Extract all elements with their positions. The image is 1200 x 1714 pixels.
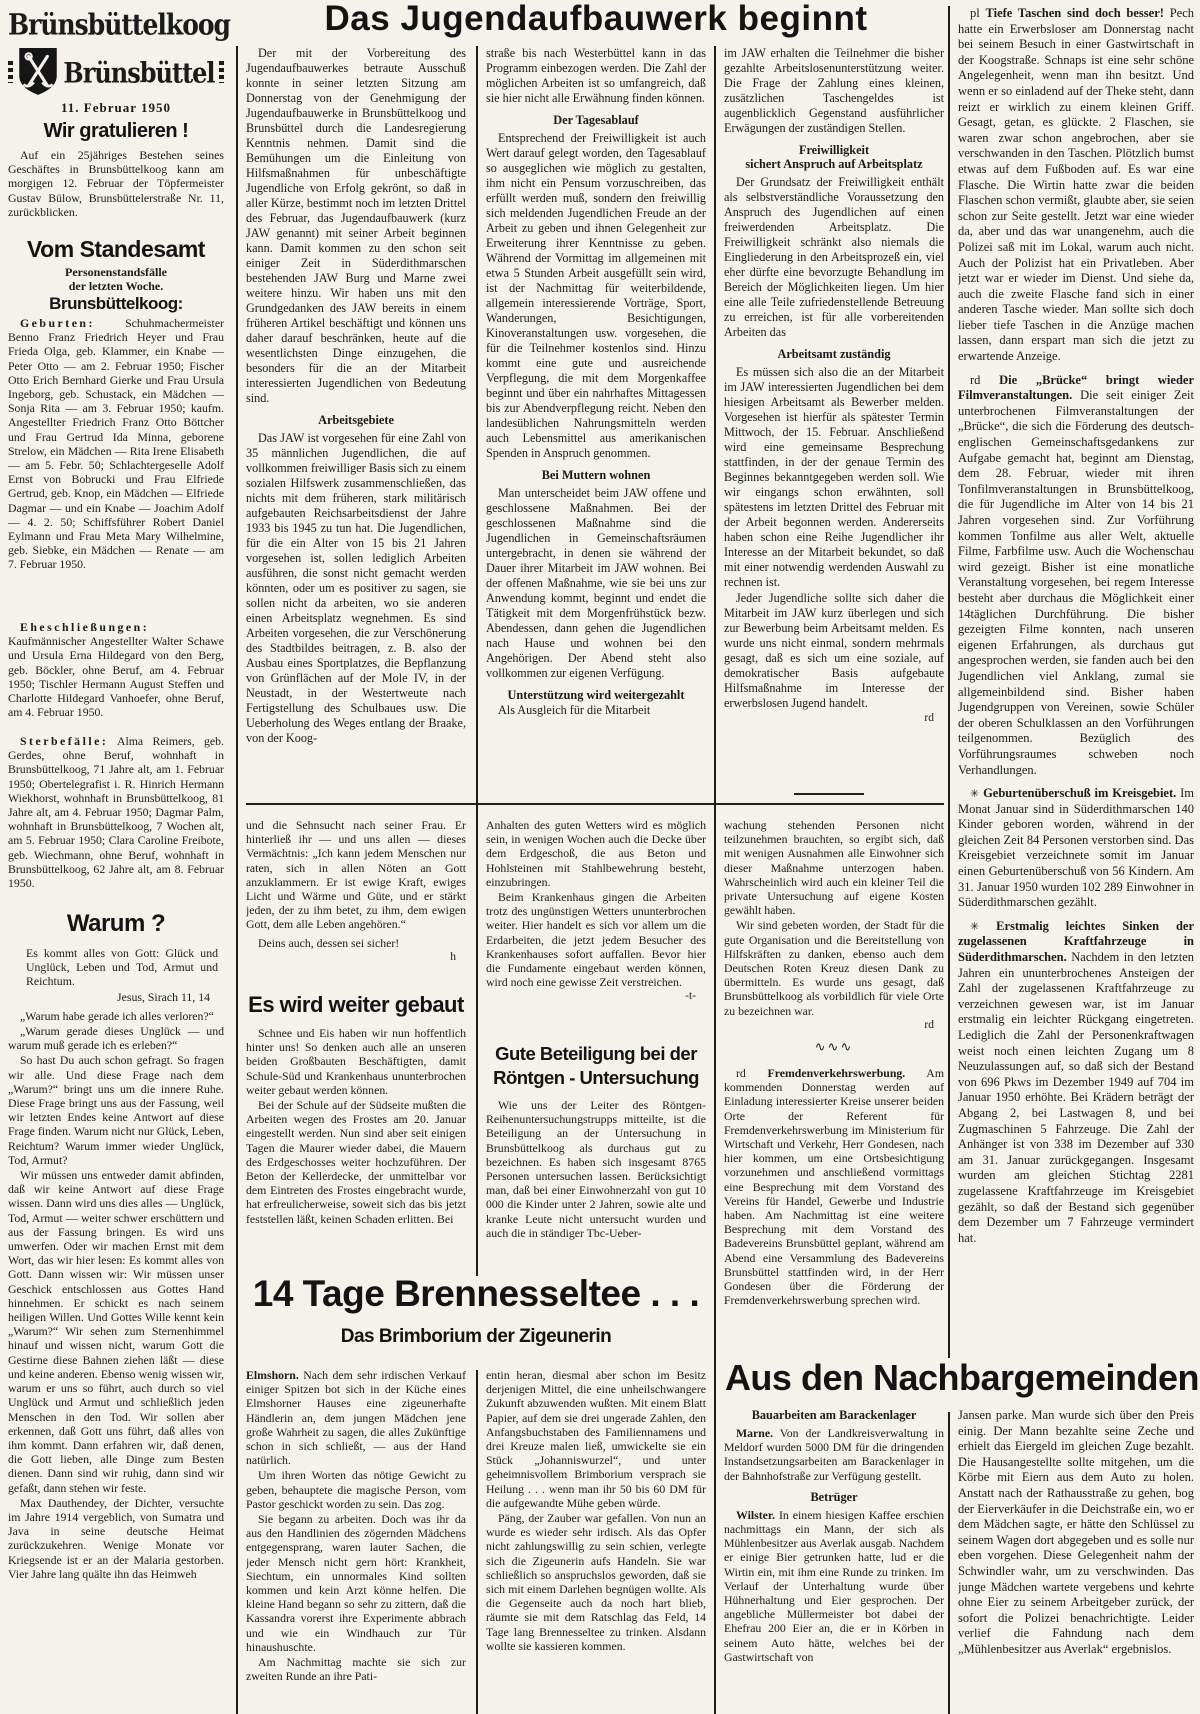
brief-prefix: rd	[970, 372, 981, 387]
article-paragraph: straße bis nach Westerbüttel kann in das Programm einbezogen werden. Die Zahl der möglichen Arbeiten ist so umfangreich, daß sie hier nicht alle Erwähnung finden können.	[486, 46, 706, 105]
article-paragraph: Es müssen sich also die an der Mitarbeit im JAW interessierten Jugendlichen bei dem hiesigen Arbeitsamt als Bewerber melden. Vorgesehen ist hierfür als spätester Termin Mittwoch, der 15. Februar. Anschließend wird eine gemeinsame Besprechung stattfinden, in der der genaue Termin des Beginnes bekanntgegeben werden soll. Wie wir eingangs schon erwähnten, soll spätestens im letzten Drittel des Februar mit der Arbeit begonnen werden. Andererseits haben schon eine Reihe Jugendlicher ihr Interesse an der Mitarbeit bekundet, so daß mit einer notwendig werdenden Auswahl zu rechnen ist.	[724, 365, 944, 589]
column-rule	[948, 6, 950, 1358]
standesamt-births	[8, 316, 224, 618]
article-paragraph	[8, 316, 224, 572]
brief-title: Tiefe Taschen sind doch besser!	[985, 6, 1164, 20]
weiter-gebaut-col2	[246, 1026, 466, 1274]
standesamt-subtitle-line1: Personenstandsfälle	[65, 265, 167, 279]
deaths-label: Sterbefälle:	[20, 734, 109, 748]
nachbar-subhead-betrueger: Betrüger	[810, 1489, 858, 1504]
masthead-title-line2: Brünsbüttel	[63, 55, 215, 89]
jaw-subhead-freiwilligkeit-line1: Freiwilligkeit	[798, 143, 870, 157]
marriages-label: Eheschließungen:	[20, 620, 150, 634]
article-paragraph: Der Grundsatz der Freiwilligkeit enthält als selbstverständliche Voraussetzung den Anspruch des Jugendlichen auf einen freiwerdenden Arbeitsplatz. Die Freiwilligkeit schränkt also niemals die Eingliederung in den Arbeitsprozeß ein, viel eher dürfte eine bevorzugte Behandlung im Bereich der Möglichkeiten liegen. Um hier eine alle Teile zufriedenstellende Betreuung zu erreichen, ist für alle vorbereitenden Arbeiten das	[724, 175, 944, 339]
article-paragraph: Auf ein 25jähriges Bestehen seines Geschäftes in Brunsbüttelkoog kann am morgigen 12. Februar der Töpfermeister Gustav Bülow, Brunsbüttelerstraße Nr. 11, zurückblicken.	[8, 148, 224, 219]
article-paragraph: Bei der Schule auf der Südseite mußten die Arbeiten wegen des Frostes am 20. Januar eingestellt werden. Nun sind aber seit einigen Tagen die Maurer wieder dabei, die Mauern des Erdgeschosses weiter hochzuführen. Der Beton der Kellerdecke, der unmittelbar vor dem Eintreten des Frostes eingebracht wurde, hat erfreulicherweise, soweit sich das bis jetzt feststellen läßt, keinen Schaden erlitten. Bei	[246, 1098, 466, 1226]
standesamt-marriages	[8, 620, 224, 732]
column-rule	[714, 46, 716, 1714]
brief-text: Im Monat Januar sind in Süderdithmarschen 140 Kinder geboren worden, während in der gleichen Zeit 84 Personen verstorben sind. Das Kreisgebiet verzeichnete somit im Januar einen Geburtenüberschuß von 56 Kindern. Am 31. Januar 1950 wurden 102 289 Einwohner in Süderdithmarschen gezählt.	[958, 786, 1194, 910]
jaw-signature: rd	[924, 712, 934, 724]
masthead	[8, 8, 231, 97]
brennesseltee-col2	[246, 1368, 466, 1714]
jaw-subhead-freiwilligkeit-line2: sichert Anspruch auf Arbeitsplatz	[745, 157, 923, 171]
article-paragraph: Wie uns der Leiter des Röntgen-Reihenuntersuchungstrupps mitteilte, ist die Beteiligung an der Untersuchung in Brunsbüttelkoog als durchaus gut zu bezeichnen. Es haben sich insgesamt 8765 Personen untersuchen lassen. Berücksichtigt man, daß bei einer Einwohnerzahl von gut 10 000 die Kinder unter 2 Jahren, sowie alte und kranke Leute nicht untersucht wurden und auch die in ständiger Tbc-Ueber-	[486, 1098, 706, 1240]
article-paragraph: Wir müssen uns entweder damit abfinden, daß wir keine Antwort auf diese Frage wissen. Dann wird uns dies alles — Unglück, Tod, Armut — weiter schwer erschüttern und aus der Fassung bringen. Es wird uns umwerfen. Oder wir machen Ernst mit dem Wort, das wir hier lesen: Es kommt alles von Gott. Dann wissen wir: Wir müssen unser Geschick entschlossen aus Gottes Hand hinnehmen. Er schickt es nach seinem heiligen Willen. Und Gottes Wille kennt kein „Warum?“ Wir sehen zum Sternenhimmel hinauf und wissen nicht, warum Gott die Gestirne diese Bahnen ziehen läßt — diese und keine anderen. Ebenso wenig wissen wir, warum er uns so führt, auch durch so viel Unglück und Armut und schließlich jeden Menschen in den Tod. Wir sollen aber erkennen, daß Gott uns führt, daß alles von ihm kommt. Dann erfahren wir, daß denen, die Gott lieben, alle Dinge zum Besten dienen. Dann sind wir ruhig, dann sind wir gefaßt, dann stehen wir feste.	[8, 1168, 224, 1495]
paragraph-text: Von der Landkreisverwaltung in Meldorf wurden 5000 DM für die dringenden Instandsetzungsarbeiten am Barackenlager in der Bahnhofstraße zur Verfügung gestellt.	[724, 1426, 944, 1483]
asterisk-marker-icon: ✳	[970, 787, 980, 801]
jaw-subhead-arbeitsgebiete: Arbeitsgebiete	[318, 413, 394, 427]
article-paragraph: Um ihren Worten das nötige Gewicht zu geben, behauptete die magische Person, vom Pastor geschickt worden zu sein. Das zog.	[246, 1468, 466, 1511]
births-text: Schuhmachermeister Benno Franz Friedrich Heyer und Frau Frieda Olga, geb. Klammer, ein Knabe — Peter Otto — am 2. Februar 1950; Fischer Otto Erich Bernhard Gierke und Frau Ursula Ingeborg, geb. Schustack, ein Mädchen — Sonja Rita — am 3. Februar 1950; kaufm. Angestellter Friedrich Franz Otto Böttcher und Frau Gertrud Ida Minna, geborene Strelow, ein Mädchen — Rita Irene Elisabeth — am 5. Febr. 50; Schlachtergeselle Adolf Ernst von Bobrucki und Frau Elfriede Gertrud, geb. Knop, ein Mädchen — Elfriede Dagmar — und ein Knabe — Joachim Adolf — 4. 2. 50; Schiffsführer Robert Daniel Eylmann und Frau Meta Mary Wilhelmine, geb. Siebke, ein Mädchen — Renate — am 7. Februar 1950.	[8, 316, 224, 572]
column-rule	[236, 46, 238, 1714]
article-paragraph: Beim Krankenhaus gingen die Arbeiten trotz des ungünstigen Wetters ununterbrochen weiter. Hier handelt es sich vor allem um die Erdarbeiten, die jetzt jedem Besucher des Krankenhauses sofort auffallen. Bevor hier die Fundamente eingebaut werden können, wird noch eine gewisse Zeit verstreichen.	[486, 890, 706, 990]
brennesseltee-dateline: Elmshorn.	[246, 1368, 299, 1382]
roentgen-signature: rd	[924, 1018, 934, 1031]
brennesseltee-headline: 14 Tage Brennesseltee . . .	[252, 1273, 700, 1314]
article-paragraph	[724, 1508, 944, 1664]
article-paragraph: Max Dauthendey, der Dichter, versuchte im Jahre 1914 vergeblich, von Sumatra und Java in seine deutsche Heimat zurückzukehren. Wenige Monate vor Kriegsende ist er an der Malaria gestorben. Vier Jahre lang quälte ihn das Heimweh	[8, 1495, 224, 1581]
roentgen-title-line1: Gute Beteiligung bei der	[495, 1043, 697, 1064]
births-label: Geburten:	[20, 316, 95, 330]
roentgen-col4	[724, 818, 944, 1034]
nachbar-dateline-wilster: Wilster.	[736, 1507, 775, 1522]
gratulieren-title: Wir gratulieren !	[43, 120, 189, 142]
article-paragraph: Jeder Jugendliche sollte sich daher die Mitarbeit im JAW kurz überlegen und sich zur Bewerbung beim Arbeitsamt melden. Es wurde uns nicht einmal, sondern mehrmals gesagt, daß es sich um eine soziale, auf demokratischer Basis aufgebaute Hilfsmaßnahme im Interesse der erwerbslosen Jugend handelt.	[724, 591, 944, 710]
article-paragraph: Anhalten des guten Wetters wird es möglich sein, in wenigen Wochen auch die Decke über dem Erdgeschoß, die aus Beton und Hohlsteinen mit Stahlbewehrung besteht, einzubringen.	[486, 818, 706, 889]
asterisk-marker-icon: ✳	[970, 919, 980, 933]
weiter-gebaut-signature: -t-	[685, 990, 696, 1003]
article-paragraph: Schnee und Eis haben wir nun hoffentlich hinter uns! So denken auch alle an unseren beiden Großbauten Beschäftigten, damit Schule-Süd und Krankenhaus ununterbrochen weiter gebaut werden können.	[246, 1026, 466, 1097]
jaw-article-col4	[724, 46, 944, 786]
article-paragraph: wachung stehenden Personen nicht teilzunehmen brauchten, so ergibt sich, daß mit wenigen Ausnahmen alle Einwohner sich dieser Maßnahme unterzogen haben. Wahrscheinlich wird auch ein kleiner Teil die private Untersuchung auf eigene Kosten gewählt haben.	[724, 818, 944, 918]
brennesseltee-col3	[486, 1368, 706, 1714]
article-paragraph: Sie begann zu arbeiten. Doch was ihr da aus den Handlinien des zögernden Mädchens entgegensprang, waren lauter Sachen, die jeder Mensch nicht gern hört: Krankheit, Siechtum, ein unnormales Kind sollten kommen und kein Arzt könne helfen. Die kleine Hand begann so sehr zu zittern, daß die Kassandra vorerst ihre Experimente abbrach und wie ein Windhauch zur Tür hinaushuschte.	[246, 1512, 466, 1654]
deaths-text: Alma Reimers, geb. Gerdes, ohne Beruf, wohnhaft in Brunsbüttelkoog, 71 Jahre alt, am 1. Februar 1950; Obertelegrafist i. R. Hinrich Hermann Wiekhorst, wohnhaft in Brunsbüttelkoog, 81 Jahre alt, am 4. Februar 1950; Dagmar Palm, wohnhaft in Brunsbüttelkoog, 7 Wochen alt, am 5. Februar 1950; Clara Caroline Freibote, geb. Wiechmann, ohne Beruf, wohnhaft in Brunsbüttelkoog, 62 Jahre alt, am 8. Februar 1950.	[8, 734, 224, 891]
article-paragraph: Als Ausgleich für die Mitarbeit	[498, 703, 651, 717]
brief-prefix: rd	[736, 1066, 746, 1080]
masthead-date: 11. Februar 1950	[60, 100, 171, 115]
article-paragraph: und die Sehnsucht nach seiner Frau. Er hinterließ ihr — und uns allen — dieses Vermächtnis: „Ich kann jedem Menschen nur raten, sich in allen Nöten an Gott anzuklammern. Er ist ewige Kraft, ewiges Licht und Wärme und Güte, und er stärkt jeden, der zu ihm betet, zu ihm, dem ewigen Gott, dem alle Leben angehören.“	[246, 818, 466, 932]
roentgen-title-line2: Röntgen - Untersuchung	[493, 1067, 699, 1088]
column-rule	[476, 1370, 478, 1714]
warum-closing: Deins auch, dessen sei sicher!	[258, 935, 400, 950]
masthead-stripes-right-icon	[219, 61, 224, 83]
brief-kraftfahrzeuge	[958, 919, 1194, 1246]
warum-signature: h	[450, 950, 456, 963]
brief-title: Die „Brücke“ bringt wieder Filmveranstaltungen.	[958, 372, 1194, 403]
standesamt-subtitle-line2: der letzten Woche.	[68, 278, 164, 293]
standesamt-subtitle	[8, 266, 224, 293]
article-paragraph: Päng, der Zauber war gefallen. Von nun an wurde es wieder sehr irdisch. Als das Opfer nicht zahlungswillig zu sein schien, verlegte sich die Zigeunerin aufs Handeln. Sie war schließlich so anspruchslos geworden, daß sie sich mit einem Darlehen begnügen wollte. Als die Gegenseite auch da noch hart blieb, räumte sie mit dem Ratschlag das Feld, 14 Tage lang Brennesseltee zu trinken. Alsdann wollte sie kassieren kommen.	[486, 1511, 706, 1653]
warum-continuation	[246, 818, 466, 990]
weiter-gebaut-title: Es wird weiter gebaut	[248, 992, 464, 1017]
jaw-article-col3	[486, 46, 706, 800]
standesamt-deaths	[8, 734, 224, 908]
roentgen-col3	[486, 1098, 706, 1274]
article-end-dash	[794, 793, 864, 795]
jaw-subhead-muttern: Bei Muttern wohnen	[541, 468, 651, 482]
brief-title: Geburtenüberschuß im Kreisgebiet.	[983, 786, 1177, 801]
section-rule	[246, 803, 944, 805]
nachbar-dateline-marne: Marne.	[736, 1426, 774, 1440]
article-paragraph: „Warum gerade dieses Unglück — und warum muß gerade ich es erleben?“	[8, 1024, 224, 1053]
roentgen-title	[486, 1042, 706, 1090]
column-rule	[948, 1412, 950, 1714]
jaw-headline: Das Jugendaufbauwerk beginnt	[324, 0, 868, 38]
article-paragraph: im JAW erhalten die Teilnehmer die bisher gezahlte Arbeitslosenunterstützung weiter. Die Frage der Zahlung eines kleinen, zusätzlichen Taschengeldes ist augenblicklich Gegenstand ausführlicher Erwägungen der zuständigen Stellen.	[724, 46, 944, 135]
article-paragraph: So hast Du auch schon gefragt. So fragen wir alle. Und diese Frage nach dem „Warum?“ bringt uns um die innere Ruhe. Diese Frage bringt uns aus der Fassung, weil wir letzten Endes keine Antwort auf diese Frage finden. Warum nicht nur Glück, Leben, Reichtum? Warum immer wieder Unglück, Tod, Armut?	[8, 1053, 224, 1167]
brief-title: Fremdenverkehrswerbung.	[767, 1066, 906, 1080]
jaw-subhead-arbeitsamt: Arbeitsamt zuständig	[777, 347, 891, 361]
standesamt-place: Brunsbüttelkoog:	[49, 294, 183, 313]
article-paragraph	[246, 1368, 466, 1467]
jaw-subhead-unterstuetzung: Unterstützung wird weitergezahlt	[507, 688, 685, 702]
brief-tiefe-taschen	[958, 6, 1194, 365]
article-paragraph: „Warum habe gerade ich alles verloren?“	[20, 1008, 214, 1023]
masthead-title-line1: Brünsbüttelkoog	[8, 8, 231, 42]
article-paragraph: Am Nachmittag machte sie sich zur zweiten Runde an ihre Pati-	[246, 1655, 466, 1684]
warum-epigraph-source: Jesus, Sirach 11, 14	[117, 989, 210, 1004]
article-paragraph	[724, 1426, 944, 1483]
article-paragraph: Jansen parke. Man wurde sich über den Preis einig. Der Mann bezahlte seine Zeche und erhielt das Eiergeld im gleichen Zuge bezahlt. Die Hausangestellte sollte mitgehen, um die Körbe mit Eiern aus dem Auto zu holen. Anstatt nach der Rathausstraße zu gehen, bog der Eierverkäufer in die Deichstraße ein, wo er dem Mädchen sagte, er hätte den Schlüssel zu seinem Wagen dort abgegeben und es solle nur eben vorgehen. Diese Gelegenheit nahm der Schwindler wahr, um zu verschwinden. Das junge Mädchen wartete vergebens und kehrte ohne Eier zu seinem Arbeitgeber zurück, der sofort die Polizei benachrichtigte. Leider verlief die Fahndung nach dem „Mühlenbesitzer aus Averlak“ ergebnislos.	[958, 1408, 1194, 1656]
nachbargemeinden-col5	[958, 1408, 1194, 1714]
article-paragraph: entin heran, diesmal aber schon im Besitz derjenigen Mittel, die eine unheilschwangere Zukunft abzuwenden wußten. Mit einem Blatt Papier, auf dem sie drei ungerade Zahlen, den Anfangsbuchstaben des Familiennamens und drei Kreuze malen ließ, umwickelte sie ein Stück „Johanniswurzel“, und unter geheimnisvollem Brimborium versprach sie Heilung . . . wenn man ihr 50 bis 60 DM für die aufgewandte Mühe geben würde.	[486, 1368, 706, 1510]
brief-prefix: pl	[970, 6, 980, 20]
jaw-article-col2	[246, 46, 466, 800]
masthead-stripes-left-icon	[8, 61, 13, 83]
article-paragraph: Das JAW ist vorgesehen für eine Zahl von 35 männlichen Jugendlichen, die auf vollkommen freiwilliger Basis sich zu einem sozialen Hilfswerk zusammenschließen, das nichts mit dem früheren, stark militärisch aufgebauten Reichsarbeitsdienst der Jahre 1933 bis 1945 zu tun hat. Die Jugendlichen, für die ein Alter von 15 bis 21 Jahren vorgesehen ist, sollen lediglich Arbeiten ausführen, die sonst nicht gemacht werden könnten, oder um es positiver zu sagen, sie sollen nicht da arbeiten, wo sie anderen einen Arbeitsplatz wegnehmen. Es sind Arbeiten vorgesehen, die zur Verschönerung des Stadtbildes beitragen, z. B. also der Ausbau eines Sportplatzes, die Bepflanzung von Grünflächen auf der Mole IV, in der Neustadt, in der Westertweute nach Fertigstellung des Schulbaues usw. Die Ueberholung des Weges entlang der Braake, von der Koog-	[246, 431, 466, 745]
brief-text: Am kommenden Donnerstag werden auf Einladung interessierter Kreise unserer beiden Orte der Referent für Fremdenverkehrswerbung im Ministerium für Wirtschaft und Verkehr, Herr Gondesen, nach hier kommen, um eine Ortsbesichtigung vorzunehmen und anschließend vormittags eine Besprechung mit dem Vorstand des Vereins für Handel, Gewerbe und Industrie haben. Am Nachmittag ist eine weitere Besprechung mit dem Vorstand des Badevereins Brunsbüttel geplant, während am Abend eine Versammlung des Badevereins Brunsbüttel stattfinden wird, in der Herr Gondesen über die Förderung der Fremdenverkehrswerbung sprechen wird.	[724, 1066, 944, 1308]
article-paragraph	[724, 1066, 944, 1307]
squiggle-divider: ∿∿∿	[814, 1040, 854, 1055]
article-paragraph: Man unterscheidet beim JAW offene und geschlossene Maßnahmen. Bei der geschlossenen Maßnahme sind die Jugendlichen in Gemeinschaftsräumen untergebracht, in denen sie während der Dauer ihrer Mitarbeit im JAW wohnen. Bei der offenen Maßnahme, wie sie bei uns zur Anwendung kommt, beginnt und endet die Tätigkeit mit dem Morgenfrühstück bezw. Abendessen, dann gehen die Jugendlichen nach Hause und wohnen bei den Angehörigen. Der Abend steht also vollkommen zur eigenen Verfügung.	[486, 486, 706, 680]
brief-text: Die seit einiger Zeit unterbrochenen Filmveranstaltungen der „Brücke“, die sich die Förderung des deutsch-englischen Gemeinschaftsgedankens zur Aufgabe gemacht hat, beginnt am Dienstag, dem 28. Februar, wieder mit ihren Tonfilmveranstaltungen in Brunsbüttelkoog, die für Jugendliche im Alter von 14 bis 21 Jahren vorgesehen sind. Zur Vorführung kommen Tonfilme aus aller Welt, aktuelle Filme, Farbfilme usw. Auch die Wochenschau wird gezeigt. Bisher ist eine monatliche Veranstaltung vorgesehen, bei regem Interesse besteht aber durchaus die Möglichkeit einer 14täglichen Durchführung. Die bisher gezeigten Filme konnten, nach unseren eigenen Erfahrungen, als durchaus gut angesprochen werden, sie fanden auch bei den Jugendlichen viel Anklang, zumal sie allgemeinbildend sind. Bisher haben Jugendgruppen von Vereinen, sowie Schüler der oberen Schulklassen an den Vorführungen teilgenommen. Bezüglich des Vorführungsraumes schweben noch Verhandlungen.	[958, 388, 1194, 777]
marriages-text: Kaufmännischer Angestellter Walter Schawe und Ursula Erna Hildegard von den Berg, geb. Böckler, ohne Beruf, am 4. Februar 1950; Tischler Hermann August Steffen und Charlotte Hildegard Vanhoefer, ohne Beruf, am 4. Februar 1950.	[8, 634, 224, 720]
nachbargemeinden-headline: Aus den Nachbargemeinden	[724, 1357, 1200, 1398]
jaw-subhead-tagesablauf: Der Tagesablauf	[553, 113, 639, 127]
masthead-emblem-shield-icon	[17, 47, 59, 97]
brief-geburtenueberschuss	[958, 786, 1194, 911]
article-paragraph	[8, 620, 224, 719]
nachbargemeinden-col4	[724, 1408, 944, 1714]
paragraph-text: Nach dem sehr irdischen Verkauf einiger Spitzen bot sich in der Küche eines Elmshorner Hauses eine zigeunerhafte Händlerin an, dem jungen Mädchen jene große Wahrheit zu sagen, die alles Zukünftige schon in sich schließt, — aus der Hand natürlich.	[246, 1368, 466, 1468]
news-briefs-column	[958, 6, 1194, 1358]
gratulieren-article	[8, 148, 224, 236]
brennesseltee-subtitle: Das Brimborium der Zigeunerin	[340, 1326, 612, 1347]
article-paragraph	[8, 734, 224, 890]
paragraph-text: In einem hiesigen Kaffee erschien nachmittags ein Mann, der sich als Mühlenbesitzer aus Averlak ausgab. Nachdem er einige Bier getrunken hatte, lud er die Wirtin ein, mit ihm eine Runde zu trinken. Im Verlauf der Unterhaltung wurde über Hühnerhaltung und Eier gesprochen. Der angebliche Müllermeister bot dabei der Ehefrau 200 Eier an, die er in Körben in seinem Auto hätte, welches bei der Gastwirtschaft von	[724, 1507, 944, 1664]
fremdenverkehr-brief	[724, 1066, 944, 1358]
warum-article	[8, 946, 224, 1714]
warum-title: Warum ?	[66, 910, 166, 937]
brief-text: Pech hatte ein Erwerbsloser am Donnerstag nacht bei seinem Besuch in einer Gastwirtschaft in der Koogstraße. Schnaps ist eine sehr schöne Angelegenheit, wenn man ihn besitzt. Und wenn er so einladend auf der Theke steht, dann reizt er wirklich zu einem kleinen Griff. Gesagt, getan, es glückte. 2 Flaschen, sie waren zwar schon angebrochen, aber sie verschwanden in den Taschen. Plötzlich bumst etwas auf dem Fußboden auf. Es war eine Flasche. Die Wirtin hatte zwar die beiden Flaschen schon vermißt, glaubte aber, sie seien schon zur Seite gestellt. Jetzt war eine wieder da, aber und das war unangenehm, auch die Polizei saß mit im Lokal, warum auch nicht. Auch der Polizist hat ein Privatleben. Aber jetzt war er wieder im Dienst. Und siehe da, auch die zweite Flasche fand sich in einer anderen Tasche wieder. Man sollte sich doch lieber tiefe Taschen in die Anzüge machen lassen, dann erspart man sich die jetzt zu erwartende Anzeige.	[958, 6, 1194, 364]
warum-epigraph: Es kommt alles von Gott: Glück und Unglück, Leben und Tod, Armut und Reichtum.	[26, 946, 218, 989]
nachbar-subhead-barackenlager: Bauarbeiten am Barackenlager	[751, 1408, 917, 1422]
article-paragraph: Wir sind gebeten worden, der Stadt für die gute Organisation und die Bereitstellung von Hilfskräften zu danken, ebenso auch dem Deutschen Roten Kreuz diesen Dank zu übermitteln. Es wurde uns gesagt, daß Brunsbüttelkoog als vorbildlich für viele Orte zu bezeichnen war.	[724, 918, 944, 1018]
article-paragraph: Entsprechend der Freiwilligkeit ist auch Wert darauf gelegt worden, den Tagesablauf so ausgeglichen wie möglich zu gestalten, ihm nicht ein Pensum vorzuschreiben, das erfüllt werden muß, sondern den freiwillig sich meldenden Jugendlichen Freude an der Arbeit zu geben und ihnen Gelegenheit zur Erweiterung ihrer Kenntnisse zu geben. Während der Vormittag im allgemeinen mit etwa 5 Stunden Arbeit ausgefüllt sein wird, ist der Nachmittag für weiterbildende, allgemein interessierende Vorträge, Sport, Wanderungen, Besichtigungen, Kinoveranstaltungen usw. vorgesehen, die für die Teilnehmer kostenlos sind. Hinzu kommt eine gute und ausreichende Verpflegung, die mit dem Morgenkaffee beginnt und über ein nahrhaftes Mittagessen bis zur Abendverpflegung reicht. Neben den landesüblichen Nahrungsmitteln werden auch Lebensmittel aus amerikanischen Spenden in Anspruch genommen.	[486, 131, 706, 460]
article-paragraph: Der mit der Vorbereitung des Jugendaufbauwerkes betraute Ausschuß konnte in seiner letzten Sitzung am Donnerstag von der Genehmigung der Jugendaufbauwerke in Brunsbüttelkoog und Brunsbüttel durch die Landesregierung Kenntnis nehmen. Damit sind die Bemühungen um die Einleitung von Hilfsmaßnahmen für unbeschäftigte Jugendliche von Erfolg gekrönt, so daß in aller Kürze, bestimmt noch im letzten Drittel des Februar, das Jugendaufbauwerk (kurz JAW genannt) mit seiner Arbeit beginnen kann. Damit kommen zu den schon seit einiger Zeit in Süderdithmarschen bestehenden JAW Burg und Marne zwei weitere hinzu. Wir haben uns mit den Grundgedanken des JAW bereits in einem früheren Artikel beschäftigt und können uns daher darauf beschränken, heute auf die wesentlichsten Dinge einzugehen, die besonders für die an der Mitarbeit interessierten Jugendlichen von Bedeutung sind.	[246, 46, 466, 405]
standesamt-title: Vom Standesamt	[27, 236, 205, 262]
weiter-gebaut-col3	[486, 818, 706, 1038]
brief-text: Nachdem in den letzten Jahren ein ununterbrochenes Ansteigen der Zahl der zugelassenen Kraftfahrzeuge zu verzeichnen gewesen war, ist im Januar erstmalig ein leichter Rückgang eingetreten. Lediglich die Zahl der Personenkraftwagen weist noch einen leichten Zugang um 8 Neuzulassungen auf, so daß sich der Bestand von 696 Pkws im Dezember 1949 auf 704 im Januar 1950 erhöhte. Bei Krädern beträgt der Abgang 2, bei Lastwagen 8, und bei Zugmaschinen 5 Fahrzeuge. Die Zahl der Anhänger ist von 338 im Dezember auf 330 am 31. Januar zurückgegangen. Insgesamt wurden am gleichen Stichtag 2281 zugelassene Kraftfahrzeuge im Kreisgebiet gezählt, so daß der Bestand sich gegenüber dem Dezember um 7 Fahrzeuge vermindert hat.	[958, 950, 1194, 1245]
brief-bruecke	[958, 373, 1194, 778]
brief-title: Erstmalig leichtes Sinken der zugelassenen Kraftfahrzeuge in Süderdithmarschen.	[958, 918, 1194, 965]
column-rule	[476, 46, 478, 1276]
